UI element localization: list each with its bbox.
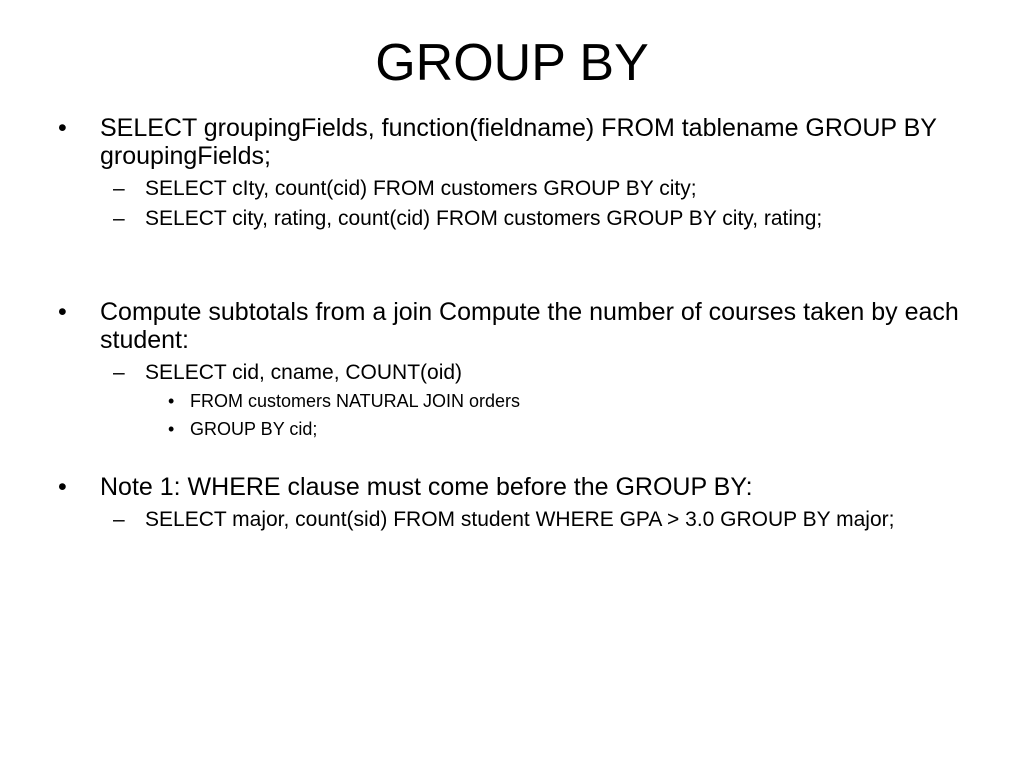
dash-marker: – [113,508,125,531]
sub-sub-bullet-text: GROUP BY cid; [190,419,318,439]
sub-bullet-text: SELECT major, count(sid) FROM student WHERE GPA > 3.0 GROUP BY major; [145,508,895,531]
sub-bullet-item [113,506,1010,533]
bullet-item [58,473,1010,501]
bullet-text: Compute subtotals from a join Compute the number of courses taken by each student: [100,298,959,354]
sub-bullet-text: SELECT cid, cname, COUNT(oid) [145,361,463,384]
bullet-marker: • [58,473,67,501]
dash-marker: – [113,207,125,230]
bullet-item [58,298,1010,354]
sub-bullet-text: SELECT cIty, count(cid) FROM customers GROUP BY city; [145,177,697,200]
sub-bullet-item [113,359,1010,386]
slide-title: GROUP BY [375,34,649,92]
sub-sub-bullet-item [168,389,1010,413]
sub-sub-bullet-item [168,417,1010,441]
sub-bullet-item [113,205,1010,232]
dash-marker: – [113,361,125,384]
bullet-text: Note 1: WHERE clause must come before the GROUP BY: [100,473,753,501]
sub-bullet-item [113,175,1010,202]
bullet-marker: • [168,391,175,411]
bullet-text: SELECT groupingFields, function(fieldname) FROM tablename GROUP BY groupingFields; [100,114,937,170]
bullet-item [58,114,1010,170]
bullet-marker: • [168,419,175,439]
sub-bullet-text: SELECT city, rating, count(cid) FROM customers GROUP BY city, rating; [145,207,823,230]
dash-marker: – [113,177,125,200]
sub-sub-bullet-text: FROM customers NATURAL JOIN orders [190,391,521,411]
bullet-marker: • [58,114,67,142]
bullet-marker: • [58,298,67,326]
